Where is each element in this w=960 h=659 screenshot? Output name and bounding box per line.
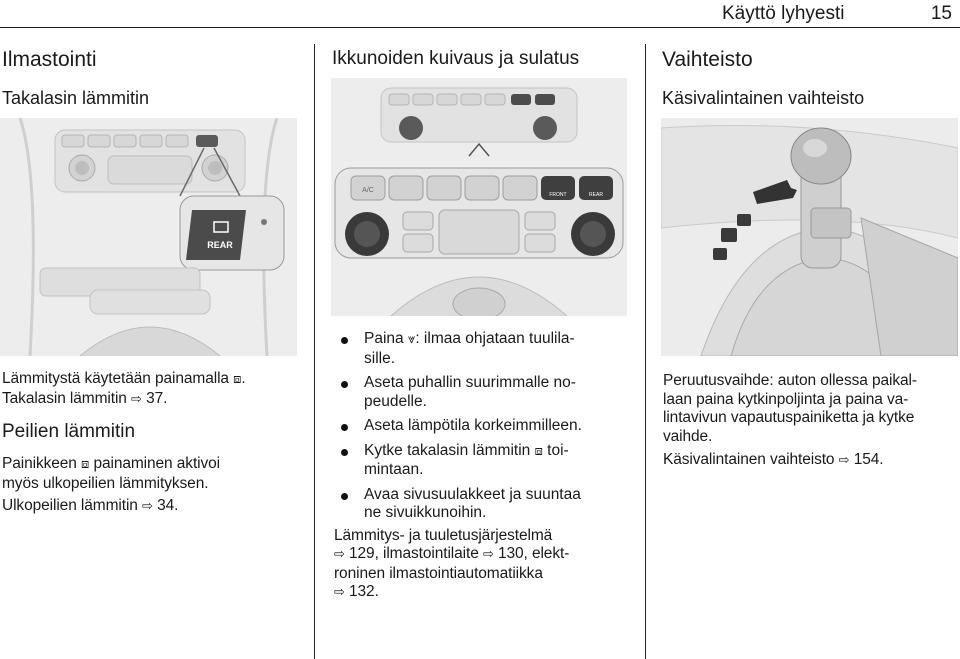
page-reference-arrow-icon: ⇨ (334, 585, 345, 600)
step-text: mintaan. (364, 461, 424, 478)
step-text: Avaa sivusuulakkeet ja suuntaa (364, 485, 581, 503)
mirror-text-a: Painikkeen (2, 455, 77, 472)
section-title-climate: Ilmastointi (2, 48, 97, 71)
transmission-ref-page: 154. (853, 451, 884, 468)
rear-defrost-icon: ⧈ (81, 457, 90, 472)
figure-rear-label: REAR (207, 240, 233, 250)
paragraph-transmission-ref (663, 451, 958, 471)
climate-refs-l3: roninen ilmastointiautomatiikka (334, 564, 543, 582)
column-divider-2 (645, 44, 646, 659)
page-reference-arrow-icon: ⇨ (131, 391, 142, 407)
mirror-ref-page: 34. (157, 497, 179, 514)
climate-refs-l1: Lämmitys- ja tuuletusjärjestelmä (334, 526, 553, 544)
mirror-ref-text: Ulkopeilien lämmitin (2, 497, 138, 514)
page-number: 15 (930, 3, 952, 24)
column-divider-1 (314, 44, 315, 659)
climate-refs-l2a: 129, ilmastointilaite (349, 545, 479, 562)
section-title-transmission: Vaihteisto (662, 48, 753, 71)
mirror-text-b: painaminen aktivoi (93, 455, 221, 472)
step-text: toi- (547, 441, 569, 459)
step-text: : ilmaa ohjataan tuulila- (415, 330, 575, 347)
climate-refs-l4: 132. (349, 583, 379, 600)
heading-mirror-heater: Peilien lämmitin (2, 421, 136, 442)
figure-rear-panel-label: REAR (589, 192, 603, 198)
transmission-ref-text: Käsivalintainen vaihteisto (663, 451, 835, 468)
mirror-text-c: myös ulkopeilien lämmityksen. (2, 474, 209, 492)
figure-rear-defrost-button (0, 118, 297, 356)
step-text: Kytke takalasin lämmitin (364, 441, 531, 459)
paragraph-mirror-heater (2, 455, 307, 493)
step-text: Aseta lämpötila korkeimmilleen. (364, 417, 582, 434)
figure-ac-label: A/C (362, 187, 374, 194)
climate-refs-l2b: 130, elekt- (497, 545, 570, 562)
subheading-manual-transmission: Käsivalintainen vaihteisto (662, 88, 865, 108)
heating-text: Lämmitystä käytetään painamalla (2, 370, 229, 387)
figure-climate-control-panel (331, 78, 627, 316)
rear-window-ref-page: 37. (146, 389, 168, 407)
page-reference-arrow-icon: ⇨ (838, 453, 850, 468)
list-item (334, 442, 629, 480)
paragraph-climate-refs (334, 527, 629, 603)
step-text: ne sivuikkunoihin. (364, 504, 487, 521)
paragraph-rear-window-ref (2, 390, 307, 410)
page-reference-arrow-icon: ⇨ (482, 547, 494, 562)
list-item (334, 417, 629, 436)
list-item (334, 374, 629, 411)
rear-defrost-icon: ⧈ (534, 443, 543, 459)
section-title-defrost: Ikkunoiden kuivaus ja sulatus (332, 48, 580, 69)
paragraph-heating (2, 370, 307, 390)
reverse-gear-l1: Peruutusvaihde: auton ollessa paikal- (663, 372, 917, 389)
figure-front-label: FRONT (549, 192, 567, 198)
figure-gear-lever (661, 118, 958, 356)
subheading-rear-window-heater: Takalasin lämmitin (2, 88, 150, 108)
paragraph-mirror-ref (2, 497, 307, 517)
step-text: sille. (364, 349, 396, 367)
header-rule (0, 27, 960, 28)
page-reference-arrow-icon: ⇨ (142, 499, 153, 514)
rear-defrost-icon: ⧈ (233, 372, 242, 387)
heating-text-end: . (241, 370, 246, 387)
step-text: Aseta puhallin suurimmalle no- (364, 374, 576, 391)
step-text: Paina (364, 330, 404, 347)
step-text: peudelle. (364, 392, 427, 410)
reverse-gear-l3: lintavivun vapautuspainiketta ja kytke (663, 409, 915, 426)
running-head: Käyttö lyhyesti (722, 3, 845, 24)
rear-window-ref-text: Takalasin lämmitin (2, 389, 127, 407)
list-item (334, 330, 629, 368)
list-item (334, 486, 629, 523)
defrost-steps-list (334, 330, 629, 523)
windscreen-defrost-icon: ⩔ (407, 332, 416, 347)
paragraph-reverse-gear (663, 372, 958, 446)
reverse-gear-l4: vaihde. (663, 427, 713, 445)
reverse-gear-l2: laan paina kytkinpoljinta ja paina va- (663, 390, 909, 408)
page-reference-arrow-icon: ⇨ (334, 547, 345, 562)
